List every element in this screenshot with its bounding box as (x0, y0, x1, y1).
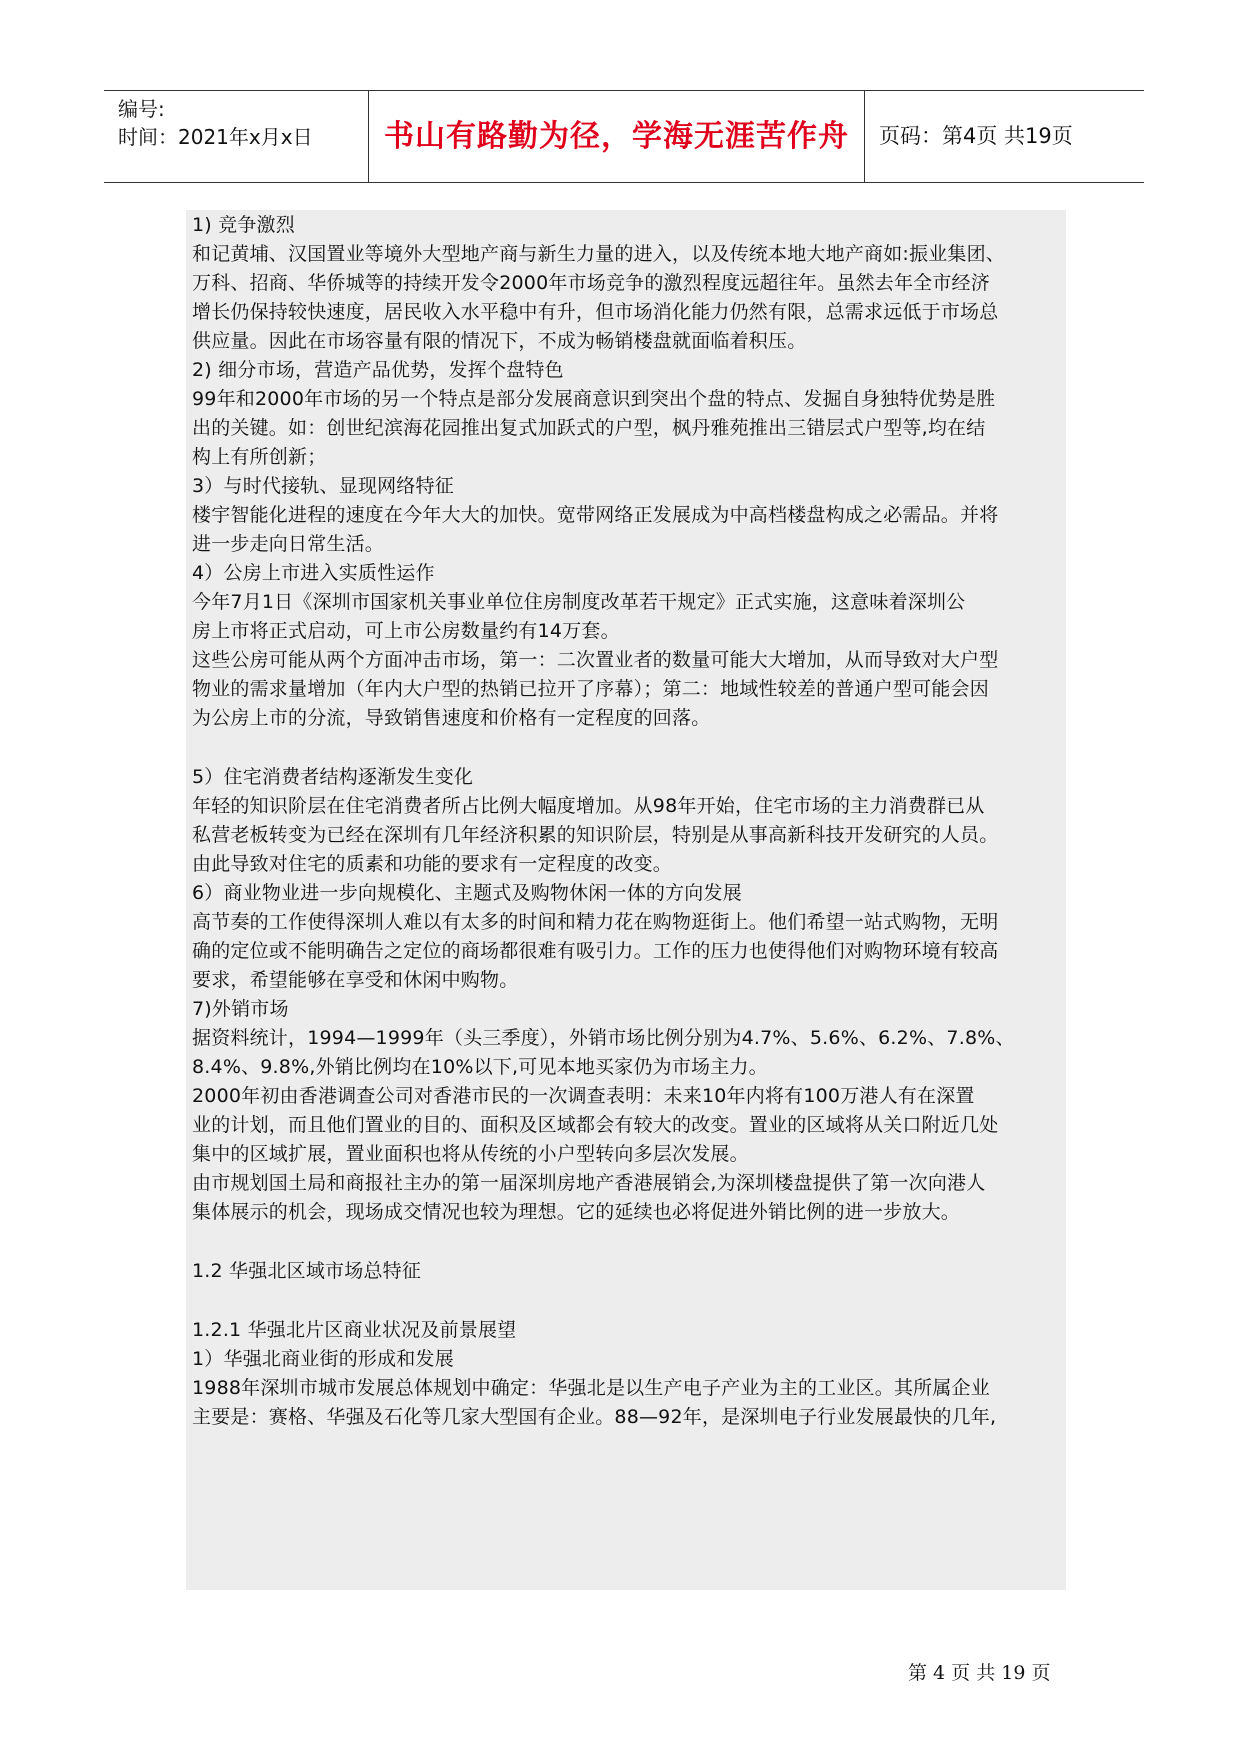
heading-line: 3）与时代接轨、显现网络特征 (192, 475, 454, 497)
heading-line: 2) 细分市场，营造产品优势，发挥个盘特色 (192, 359, 564, 381)
text-line: 8.4%、9.8%,外销比例均在10%以下,可见本地买家仍为市场主力。 (192, 1056, 768, 1078)
header-page-number: 页码：第4页 共19页 (879, 124, 1073, 148)
text-line: 今年7月1日《深圳市国家机关事业单位住房制度改革若干规定》正式实施，这意味着深圳公 (192, 591, 966, 613)
text-line: 2000年初由香港调查公司对香港市民的一次调查表明：未来10年内将有100万港人有在深置 (192, 1085, 975, 1107)
heading-line: 6）商业物业进一步向规模化、主题式及购物休闲一体的方向发展 (192, 882, 742, 904)
text-line: 和记黄埔、汉国置业等境外大型地产商与新生力量的进入，以及传统本地大地产商如:振业集团、 (192, 243, 1006, 265)
text-line: 私营老板转变为已经在深圳有几年经济积累的知识阶层，特别是从事高新科技开发研究的人员。 (192, 824, 999, 846)
header-motto: 书山有路勤为径，学海无涯苦作舟 (369, 91, 865, 182)
text-line: 主要是：赛格、华强及石化等几家大型国有企业。88—92年，是深圳电子行业发展最快的几年, (192, 1406, 997, 1428)
text-line: 要求，希望能够在享受和休闲中购物。 (192, 969, 519, 991)
text-line: 房上市将正式启动，可上市公房数量约有14万套。 (192, 620, 620, 642)
heading-line: 5）住宅消费者结构逐渐发生变化 (192, 766, 474, 788)
heading-line: 1) 竞争激烈 (192, 214, 295, 236)
section-heading: 1.2 华强北区域市场总特征 (192, 1260, 422, 1282)
page-header (104, 90, 1144, 183)
text-line: 由市规划国土局和商报社主办的第一届深圳房地产香港展销会,为深圳楼盘提供了第一次向港人 (192, 1172, 986, 1194)
text-line: 物业的需求量增加（年内大户型的热销已拉开了序幕）；第二：地域性较差的普通户型可能会因 (192, 678, 989, 700)
text-line: 由此导致对住宅的质素和功能的要求有一定程度的改变。 (192, 853, 673, 875)
page-footer: 第 4 页 共 19 页 (908, 1662, 1051, 1684)
text-line: 据资料统计，1994—1999年（头三季度），外销市场比例分别为4.7%、5.6%、6.2%、7.8%、 (192, 1027, 1015, 1049)
text-line: 万科、招商、华侨城等的持续开发令2000年市场竞争的激烈程度远超往年。虽然去年全市经济 (192, 272, 990, 294)
subsection-heading: 1.2.1 华强北片区商业状况及前景展望 (192, 1319, 517, 1341)
text-line: 高节奏的工作使得深圳人难以有太多的时间和精力花在购物逛街上。他们希望一站式购物，无明 (192, 911, 999, 933)
header-meta (104, 91, 369, 182)
text-line: 为公房上市的分流，导致销售速度和价格有一定程度的回落。 (192, 707, 711, 729)
text-line: 构上有所创新； (192, 446, 327, 468)
text-line: 业的计划，而且他们置业的目的、面积及区域都会有较大的改变。置业的区域将从关口附近几处 (192, 1114, 999, 1136)
text-line: 集中的区域扩展，置业面积也将从传统的小户型转向多层次发展。 (192, 1143, 749, 1165)
text-line: 集体展示的机会，现场成交情况也较为理想。它的延续也必将促进外销比例的进一步放大。 (192, 1201, 961, 1223)
text-line: 1988年深圳市城市发展总体规划中确定：华强北是以生产电子产业为主的工业区。其所属企业 (192, 1377, 990, 1399)
text-line: 供应量。因此在市场容量有限的情况下，不成为畅销楼盘就面临着积压。 (192, 330, 807, 352)
heading-line: 1）华强北商业街的形成和发展 (192, 1348, 454, 1370)
text-line: 这些公房可能从两个方面冲击市场，第一：二次置业者的数量可能大大增加，从而导致对大户型 (192, 649, 999, 671)
document-body (186, 210, 1066, 1590)
document-time: 时间：2021年x月x日 (118, 125, 313, 149)
text-line: 增长仍保持较快速度，居民收入水平稳中有升，但市场消化能力仍然有限，总需求远低于市场总 (192, 301, 999, 323)
text-line: 确的定位或不能明确告之定位的商场都很难有吸引力。工作的压力也使得他们对购物环境有较高 (192, 940, 999, 962)
text-line: 出的关键。如：创世纪滨海花园推出复式加跃式的户型，枫丹雅苑推出三错层式户型等,均在结 (192, 417, 986, 439)
text-line: 年轻的知识阶层在住宅消费者所占比例大幅度增加。从98年开始，住宅市场的主力消费群已从 (192, 795, 985, 817)
heading-line: 7)外销市场 (192, 998, 289, 1020)
text-line: 99年和2000年市场的另一个特点是部分发展商意识到突出个盘的特点、发掘自身独特优势是胜 (192, 388, 996, 410)
heading-line: 4）公房上市进入实质性运作 (192, 562, 435, 584)
document-number: 编号: (118, 97, 165, 121)
text-line: 进一步走向日常生活。 (192, 533, 385, 555)
text-line: 楼宇智能化进程的速度在今年大大的加快。宽带网络正发展成为中高档楼盘构成之必需品。并将 (192, 504, 999, 526)
